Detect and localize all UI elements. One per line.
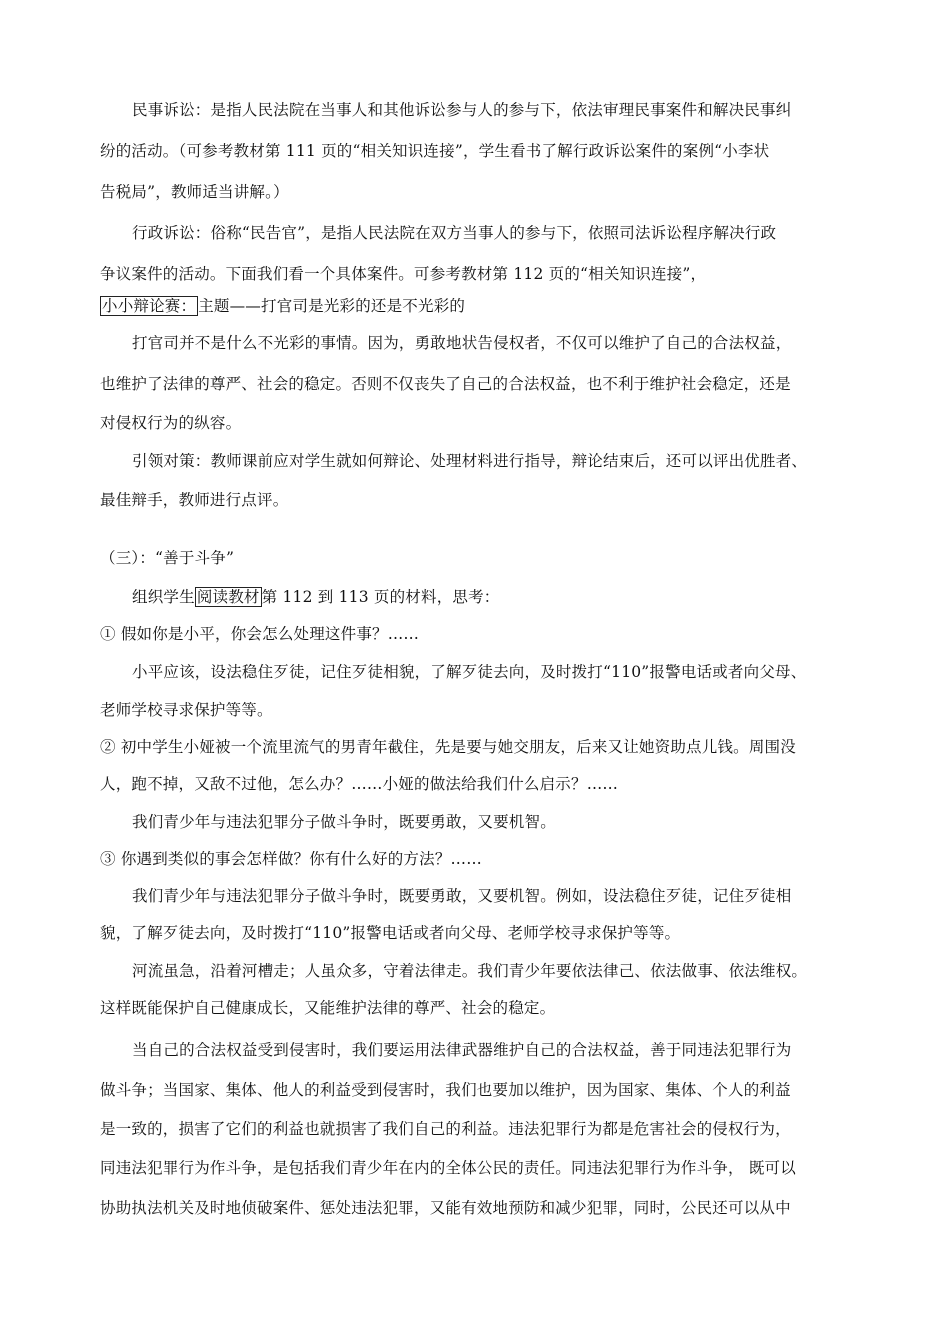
- paragraph-line: 打官司并不是什么不光彩的事情。因为，勇敢地状告侵权者，不仅可以维护了自己的合法权益，: [132, 334, 792, 352]
- paragraph-line: 引领对策：教师课前应对学生就如何辩论、处理材料进行指导，辩论结束后，还可以评出优胜者、: [132, 452, 808, 470]
- paragraph-line: 河流虽急，沿着河槽走；人虽众多，守着法律走。我们青少年要依法律己、依法做事、依法维权。: [132, 962, 808, 980]
- debate-topic-line: [100, 296, 465, 316]
- instruction-text-start: 组织学生: [132, 588, 195, 606]
- paragraph-line: 协助执法机关及时地侦破案件、惩处违法犯罪，又能有效地预防和减少犯罪，同时，公民还可以从中: [100, 1199, 791, 1217]
- paragraph-line: 人，跑不掉，又敌不过他，怎么办？……小娅的做法给我们什么启示？……: [100, 775, 619, 793]
- paragraph-line: 是一致的，损害了它们的利益也就损害了我们自己的利益。违法犯罪行为都是危害社会的侵权行为，: [100, 1120, 791, 1138]
- paragraph-line: 我们青少年与违法犯罪分子做斗争时，既要勇敢，又要机智。: [132, 813, 556, 831]
- paragraph-line: 貌，了解歹徒去向，及时拨打“110”报警电话或者向父母、老师学校寻求保护等等。: [100, 924, 681, 942]
- paragraph-line: 纷的活动。（可参考教材第 111 页的“相关知识连接”，学生看书了解行政诉讼案件的案例“小李状: [100, 142, 770, 160]
- paragraph-line: 最佳辩手，教师进行点评。: [100, 491, 289, 509]
- section-heading: （三）：“善于斗争”: [100, 549, 235, 567]
- instruction-text-end: 第 112 到 113 页的材料，思考：: [261, 588, 500, 606]
- paragraph-line: 告税局”，教师适当讲解。）: [100, 183, 289, 201]
- paragraph-line: 争议案件的活动。下面我们看一个具体案件。可参考教材第 112 页的“相关知识连接”，: [100, 265, 707, 283]
- paragraph-line: 老师学校寻求保护等等。: [100, 701, 273, 719]
- debate-topic-text: 主题——打官司是光彩的还是不光彩的: [198, 297, 466, 315]
- instruction-line: [132, 587, 500, 607]
- question-3: ③ 你遇到类似的事会怎样做？你有什么好的方法？……: [100, 850, 482, 868]
- read-textbook-box: 阅读教材: [196, 588, 260, 606]
- paragraph-line: 行政诉讼：俗称“民告官”，是指人民法院在双方当事人的参与下，依照司法诉讼程序解决行政: [132, 224, 777, 242]
- question-1: ① 假如你是小平，你会怎么处理这件事？……: [100, 625, 420, 643]
- debate-label-box: 小小辩论赛：: [102, 297, 197, 315]
- paragraph-line: 小平应该，设法稳住歹徒，记住歹徒相貌，了解歹徒去向，及时拨打“110”报警电话或者向父母、: [132, 663, 807, 681]
- paragraph-line: 当自己的合法权益受到侵害时，我们要运用法律武器维护自己的合法权益，善于同违法犯罪行为: [132, 1041, 792, 1059]
- question-2: ② 初中学生小娅被一个流里流气的男青年截住，先是要与她交朋友，后来又让她资助点儿钱。周围没: [100, 738, 796, 756]
- paragraph-line: 我们青少年与违法犯罪分子做斗争时，既要勇敢，又要机智。例如，设法稳住歹徒，记住歹徒相: [132, 887, 792, 905]
- paragraph-line: 也维护了法律的尊严、社会的稳定。否则不仅丧失了自己的合法权益，也不利于维护社会稳定，还是: [100, 375, 791, 393]
- paragraph-line: 民事诉讼：是指人民法院在当事人和其他诉讼参与人的参与下，依法审理民事案件和解决民事纠: [132, 101, 792, 119]
- paragraph-line: 做斗争；当国家、集体、他人的利益受到侵害时，我们也要加以维护，因为国家、集体、个人的利益: [100, 1081, 791, 1099]
- paragraph-line: 这样既能保护自己健康成长，又能维护法律的尊严、社会的稳定。: [100, 999, 556, 1017]
- paragraph-line: 同违法犯罪行为作斗争，是包括我们青少年在内的全体公民的责任。同违法犯罪行为作斗争， 既可以: [100, 1159, 796, 1177]
- paragraph-line: 对侵权行为的纵容。: [100, 414, 242, 432]
